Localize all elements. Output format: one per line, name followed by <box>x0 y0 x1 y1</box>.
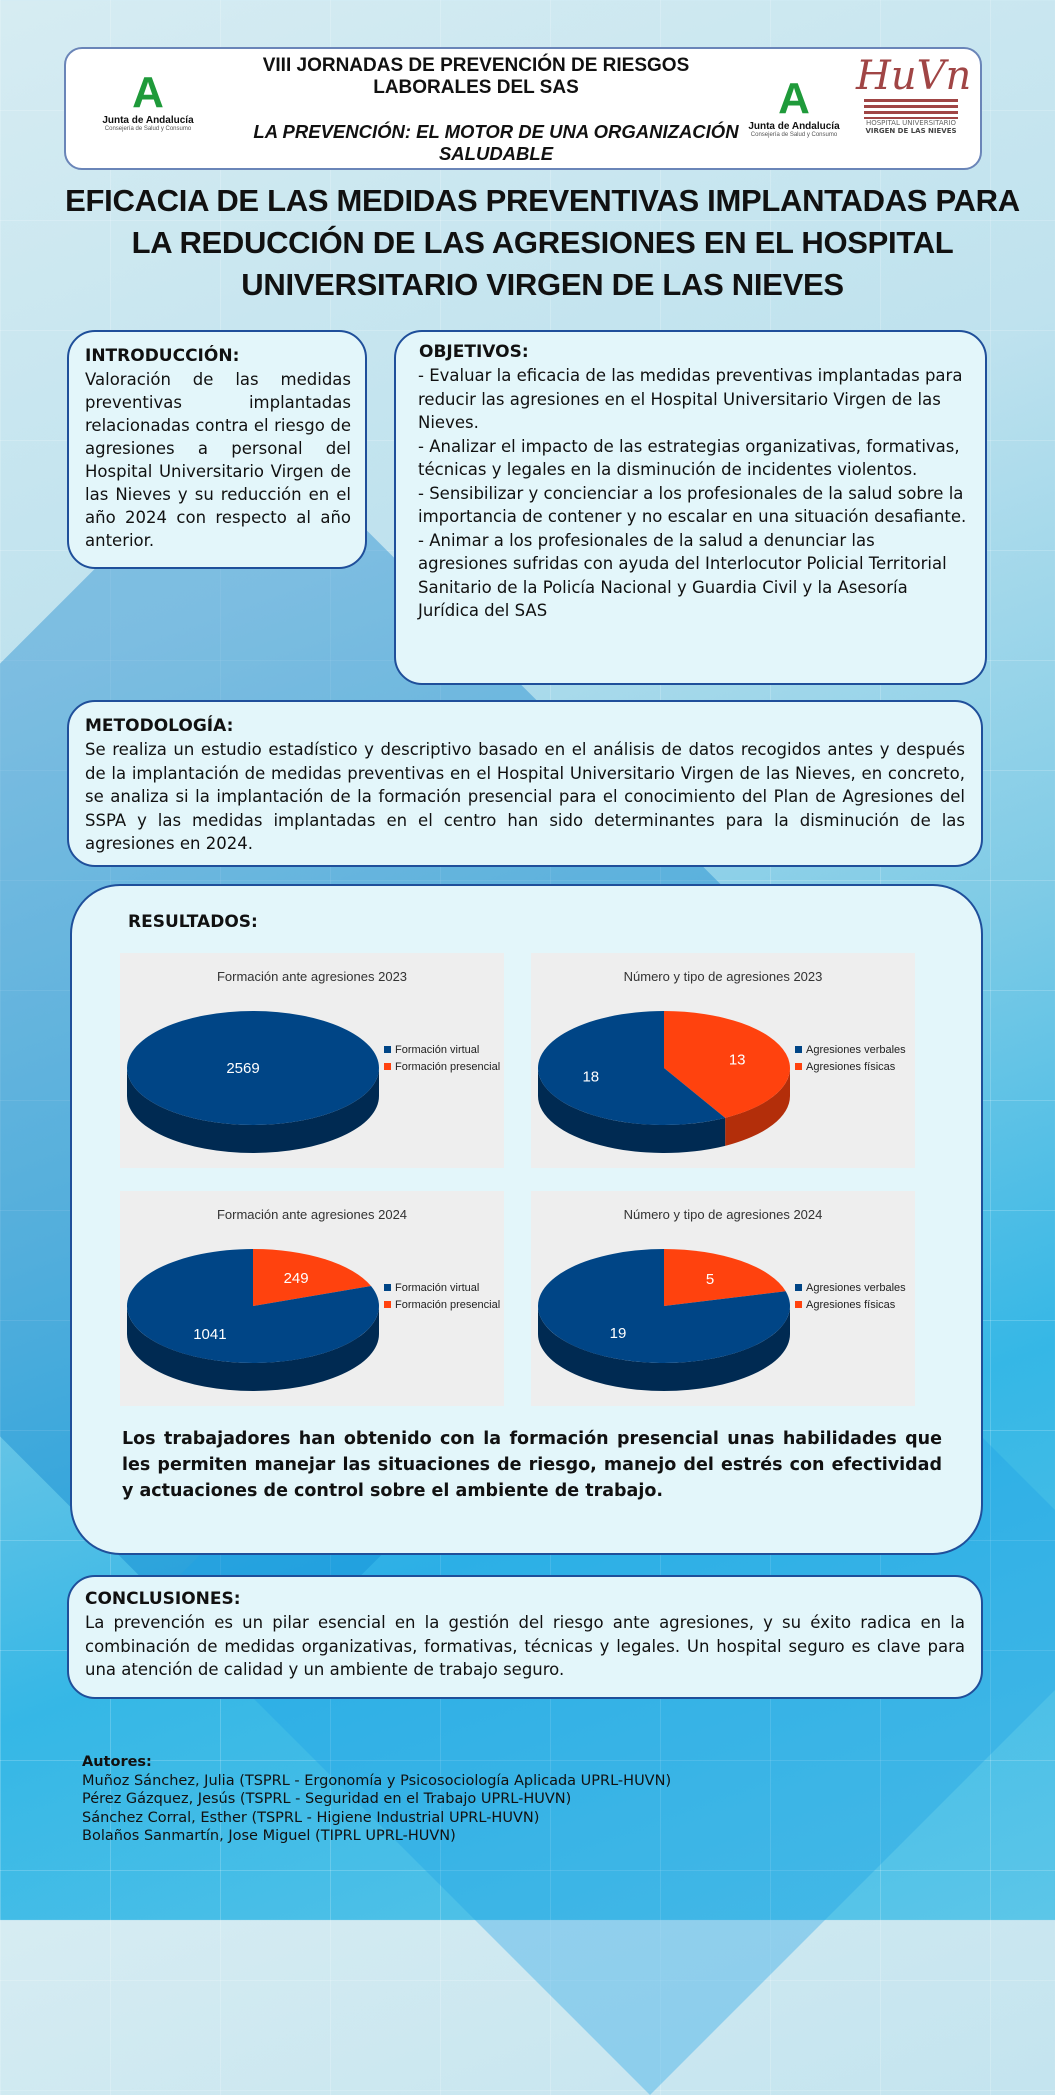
pie-chart <box>531 1191 915 1406</box>
junta-andalucia-logo <box>734 74 854 138</box>
section-heading: INTRODUCCIÓN: <box>85 346 240 366</box>
authors-section <box>82 1753 671 1846</box>
objective-item: - Evaluar la eficacia de las medidas preventivas implantadas para reducir las agresiones en el Hospital Universitario Virgen de las Nieves. <box>418 366 963 432</box>
section-heading: OBJETIVOS: <box>419 342 529 362</box>
legend-label: Formación presencial <box>395 1061 501 1073</box>
legend-swatch <box>384 1046 391 1053</box>
data-label: 2569 <box>226 1060 260 1077</box>
legend-swatch <box>384 1301 391 1308</box>
data-label: 18 <box>582 1068 600 1086</box>
pie-chart <box>120 1191 504 1406</box>
author-item: Pérez Gázquez, Jesús (TSPRL - Seguridad en el Trabajo UPRL-HUVN) <box>82 1791 572 1807</box>
poster-title: EFICACIA DE LAS MEDIDAS PREVENTIVAS IMPLANTADAS PARA LA REDUCCIÓN DE LAS AGRESIONES EN EL HOSPITAL UNIVERSITARIO VIRGEN DE LAS NIEVES <box>65 183 1020 302</box>
header-banner <box>64 47 982 170</box>
data-label: 5 <box>705 1270 715 1288</box>
results-summary: Los trabajadores han obtenido con la formación presencial unas habilidades que les permiten manejar las situaciones de riesgo, manejo del estrés con efectividad y actuaciones de control sobre el ambiente de trabajo. <box>122 1429 942 1501</box>
pie-chart <box>531 953 915 1168</box>
section-text: La prevención es un pilar esencial en la gestión del riesgo ante agresiones, y su éxito radica en la combinación de medidas organizativas, formativas, técnicas y legales. Un hospital seguro es clave para una atención de calidad y un ambiente de trabajo seguro. <box>85 1613 965 1679</box>
legend-swatch <box>384 1063 391 1070</box>
methodology-section <box>67 700 983 867</box>
legend-label: Agresiones físicas <box>806 1299 896 1311</box>
chart-title: Formación ante agresiones 2024 <box>216 1207 408 1222</box>
section-text: Valoración de las medidas preventivas implantadas relacionadas contra el riesgo de agresiones a personal del Hospital Universitario Virgen de las Nieves y su reducción en el año 2024 con respecto al año anterior. <box>85 370 351 550</box>
legend-label: Agresiones verbales <box>806 1044 906 1056</box>
conclusions-section <box>67 1575 983 1699</box>
author-item: Sánchez Corral, Esther (TSPRL - Higiene Industrial UPRL-HUVN) <box>82 1809 540 1826</box>
junta-logo-mark: A <box>132 68 164 117</box>
author-item: Muñoz Sánchez, Julia (TSPRL - Ergonomía y Psicosociología Aplicada UPRL-HUVN) <box>82 1772 672 1789</box>
legend-label: Agresiones verbales <box>806 1282 906 1294</box>
legend-label: Formación virtual <box>395 1044 480 1056</box>
legend-swatch <box>795 1046 802 1053</box>
data-label: 249 <box>283 1269 309 1287</box>
event-slogan: LA PREVENCIÓN: EL MOTOR DE UNA ORGANIZACIÓN SALUDABLE <box>253 121 739 164</box>
legend-swatch <box>795 1301 802 1308</box>
legend-swatch <box>795 1063 802 1070</box>
data-label: 1041 <box>193 1326 227 1344</box>
introduction-section <box>67 330 367 569</box>
legend-label: Agresiones físicas <box>806 1061 896 1073</box>
logo-name: Junta de Andalucía <box>102 115 194 126</box>
objectives-list <box>418 364 969 623</box>
legend-label: Formación presencial <box>395 1299 501 1311</box>
objective-item: - Analizar el impacto de las estrategias organizativas, formativas, técnicas y legales en la disminución de incidentes violentos. <box>418 436 960 479</box>
author-item: Bolaños Sanmartín, Jose Miguel (TIPRL UPRL-HUVN) <box>82 1828 456 1844</box>
objective-item: - Animar a los profesionales de la salud a denunciar las agresiones sufridas con ayuda del Interlocutor Policial Territorial Sanitario de la Policía Nacional y Guardia Civil y la Asesoría Jurídica del SAS <box>418 530 947 620</box>
section-text: Se realiza un estudio estadístico y descriptivo basado en el análisis de datos recogidos antes y después de la implantación de medidas preventivas en el Hospital Universitario Virgen de las Nieves, en concreto, se analiza si la implantación de la formación presencial para el conocimiento del Plan de Agresiones del SSPA y las medidas implantadas en el centro han sido determinantes para la disminución de las agresiones en 2024. <box>85 740 965 853</box>
section-heading: METODOLOGÍA: <box>85 716 234 736</box>
logo-sub: Consejería de Salud y Consumo <box>750 132 838 138</box>
chart-title: Formación ante agresiones 2023 <box>216 969 408 984</box>
section-heading: RESULTADOS: <box>128 912 258 932</box>
legend-label: Formación virtual <box>395 1282 480 1294</box>
junta-andalucia-logo <box>88 68 208 132</box>
data-label: 13 <box>728 1051 746 1069</box>
authors-heading: Autores: <box>82 1754 152 1770</box>
legend-swatch <box>384 1284 391 1291</box>
chart-title: Número y tipo de agresiones 2023 <box>623 969 823 984</box>
objectives-section <box>394 330 987 685</box>
objective-item: - Sensibilizar y concienciar a los profesionales de la salud sobre la importancia de contener y no escalar en una situación desafiante. <box>418 483 967 526</box>
pie-chart <box>120 953 504 1168</box>
legend-swatch <box>795 1284 802 1291</box>
section-heading: CONCLUSIONES: <box>85 1589 241 1609</box>
logo-name: Junta de Andalucía <box>748 121 840 132</box>
data-label: 19 <box>609 1325 627 1343</box>
huvn-logo: HuVn HOSPITAL UNIVERSITARIO VIRGEN DE LAS NIEVES <box>856 53 972 135</box>
chart-title: Número y tipo de agresiones 2024 <box>623 1207 823 1222</box>
junta-logo-mark: A <box>778 74 810 123</box>
event-title: VIII JORNADAS DE PREVENCIÓN DE RIESGOS LABORALES DEL SAS <box>262 55 690 98</box>
logo-sub: Consejería de Salud y Consumo <box>104 126 192 132</box>
